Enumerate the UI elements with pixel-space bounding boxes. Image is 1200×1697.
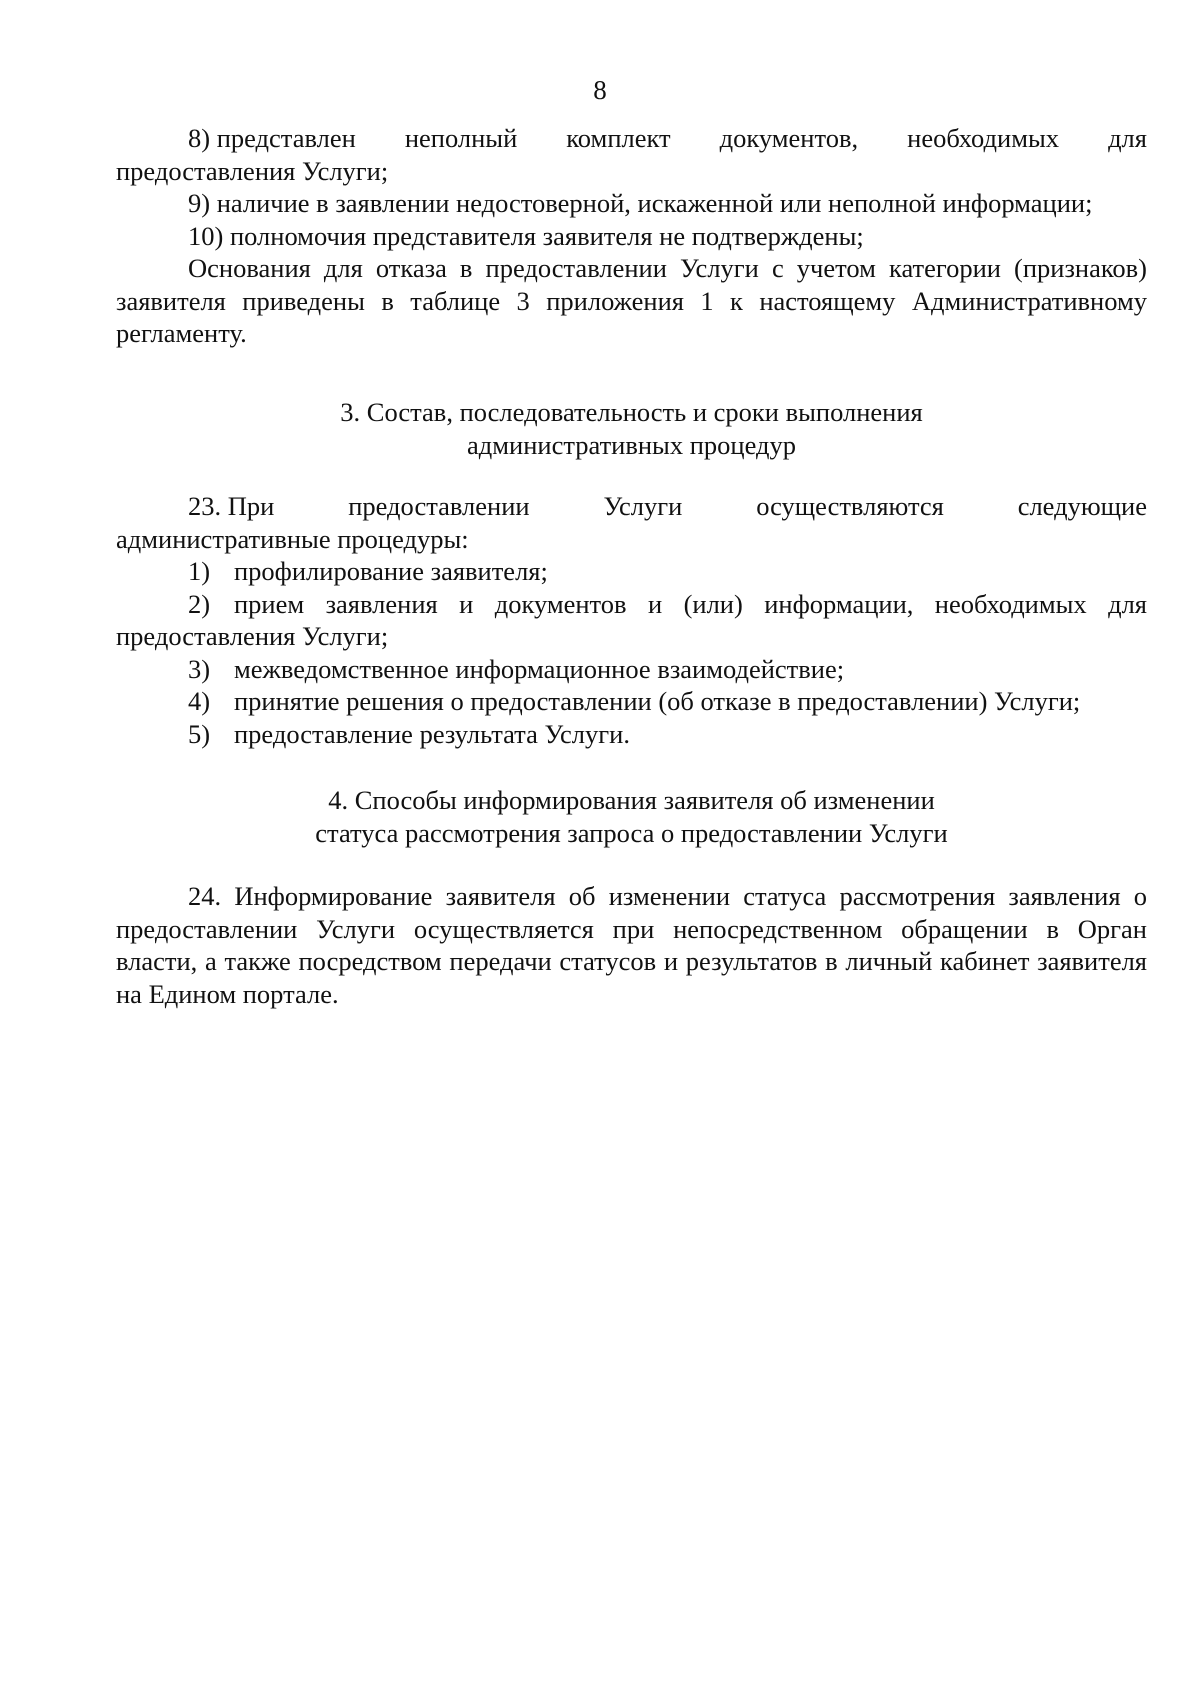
item-8-continuation: предоставления Услуги; (116, 155, 389, 186)
paragraph-23-word: осуществляются (756, 491, 944, 521)
paragraph-23-first-line (116, 490, 1147, 523)
procedure-item-4 (116, 685, 1147, 718)
procedure-item-5 (116, 718, 1147, 751)
page-number: 8 (593, 75, 607, 105)
paragraph-23-word: предоставлении (348, 491, 530, 521)
section-4-heading-line-2: статуса рассмотрения запроса о предоставлении Услуги (315, 817, 948, 848)
grounds-paragraph: Основания для отказа в предоставлении Услуги с учетом категории (признаков) заявителя приведены в таблице 3 приложения 1 к настоящему Административному регламенту. (116, 253, 1147, 348)
item-8-word: для (1108, 123, 1147, 153)
procedure-item-text: прием заявления и документов и (или) информации, необходимых для (234, 588, 1147, 619)
section-3-heading (116, 396, 1147, 461)
procedure-item-number: 1) (188, 556, 211, 586)
item-8-word: неполный (404, 123, 518, 153)
section-4-heading (116, 784, 1147, 849)
procedure-item-text: межведомственное информационное взаимодействие; (234, 653, 845, 684)
item-8-first-line (116, 122, 1147, 155)
paragraph-23-word: Услуги (603, 491, 683, 521)
procedure-item-number: 5) (188, 718, 211, 749)
item-8-word: комплект (566, 123, 671, 153)
paragraph-23-word: 23. При (188, 491, 275, 521)
procedure-item-2-continuation: предоставления Услуги; (116, 621, 389, 651)
section-4-heading-line-1: 4. Способы информирования заявителя об изменении (328, 785, 935, 815)
procedure-item-number: 4) (188, 686, 211, 716)
procedure-item-number: 3) (188, 653, 211, 684)
refusal-grounds-block (116, 122, 1147, 350)
procedure-item-text: предоставление результата Услуги. (234, 718, 630, 749)
procedure-item-2 (116, 588, 1147, 621)
item-10: 10) полномочия представителя заявителя не подтверждены; (188, 220, 864, 251)
procedure-item-3 (116, 653, 1147, 686)
item-9: 9) наличие в заявлении недостоверной, искаженной или неполной информации; (188, 188, 1093, 218)
procedure-item-text: профилирование заявителя; (234, 556, 548, 586)
item-8-word: необходимых (907, 123, 1060, 153)
procedures-block (116, 490, 1147, 750)
paragraph-23-word: следующие (1017, 491, 1147, 521)
item-8-word: 8) представлен (188, 123, 356, 153)
section-3-heading-line-2: административных процедур (467, 429, 796, 460)
section-3-heading-line-1: 3. Состав, последовательность и сроки выполнения (340, 397, 923, 427)
procedure-item-number: 2) (188, 588, 211, 619)
item-8-word: документов, (719, 123, 859, 153)
paragraph-23-continuation: административные процедуры: (116, 523, 469, 554)
informing-block (116, 880, 1147, 1010)
paragraph-24: 24. Информирование заявителя об изменении статуса рассмотрения заявления о предоставлении Услуги осуществляется при непосредственном обращении в Орган власти, а также посредством передачи статусов и результатов в личный кабинет заявителя на Едином портале. (116, 881, 1147, 1009)
procedure-item-text: принятие решения о предоставлении (об отказе в предоставлении) Услуги; (234, 686, 1081, 716)
procedure-item-1 (116, 555, 1147, 588)
